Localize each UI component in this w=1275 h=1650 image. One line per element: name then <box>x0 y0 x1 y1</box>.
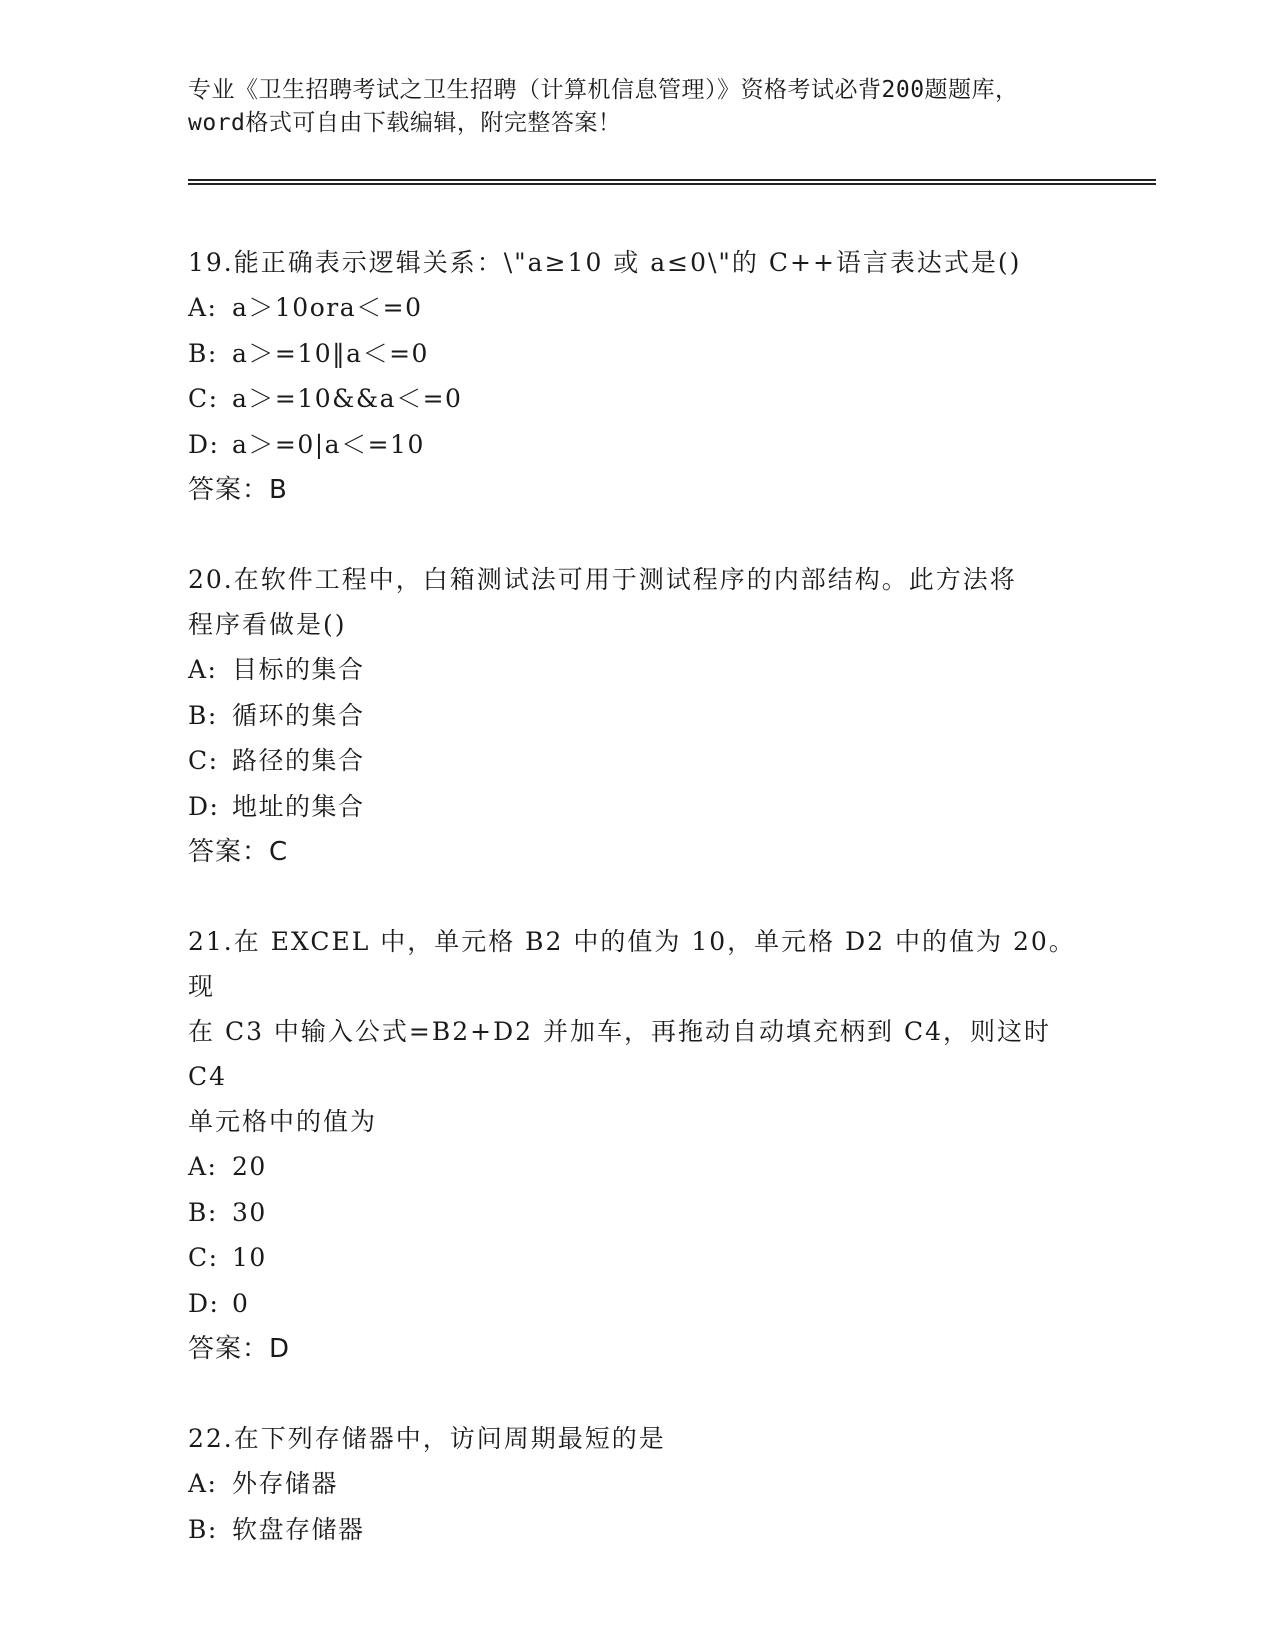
option-c <box>188 1235 1088 1281</box>
option-a <box>188 1144 1088 1190</box>
option-key: D: <box>188 1288 220 1318</box>
question-text: 程序看做是() <box>188 610 347 639</box>
option-d <box>188 784 1088 830</box>
header-divider-bottom <box>188 183 1156 185</box>
question-text: 21.在 EXCEL 中，单元格 B2 中的值为 10，单元格 D2 中的值为 20。现 <box>188 927 1076 1001</box>
option-c <box>188 738 1088 784</box>
option-text: a＞=0|a＜=10 <box>232 429 425 459</box>
question-text: 在 C3 中输入公式=B2+D2 并加车，再拖动自动填充柄到 C4，则这时 C4 <box>188 1017 1051 1091</box>
option-text: 路径的集合 <box>232 746 365 775</box>
option-key: C: <box>188 746 219 775</box>
option-key: D: <box>188 791 220 821</box>
option-text: a＞10ora＜=0 <box>232 293 423 322</box>
option-b <box>188 1507 1088 1553</box>
question-list <box>188 240 1088 1596</box>
question-text: 20.在软件工程中，白箱测试法可用于测试程序的内部结构。此方法将 <box>188 565 1017 594</box>
option-a <box>188 1461 1088 1507</box>
option-text: a＞=10‖a＜=0 <box>232 338 429 368</box>
option-b <box>188 1190 1088 1236</box>
question-text: 22.在下列存储器中，访问周期最短的是 <box>188 1424 666 1453</box>
question-text: 单元格中的值为 <box>188 1107 378 1136</box>
option-key: C: <box>188 384 219 413</box>
option-text: 20 <box>232 1152 267 1181</box>
option-text: 30 <box>232 1197 267 1227</box>
answer-label: 答案：B <box>188 475 288 505</box>
question-19 <box>188 240 1088 513</box>
option-text: 0 <box>232 1288 250 1318</box>
option-key: B: <box>188 1197 218 1227</box>
answer-label: 答案：D <box>188 1334 291 1364</box>
option-key: A: <box>188 1469 218 1498</box>
option-text: a＞=10&&a＜=0 <box>232 384 463 413</box>
header-line-2: word格式可自由下载编辑，附完整答案！ <box>188 110 622 136</box>
option-key: B: <box>188 338 218 368</box>
option-text: 软盘存储器 <box>232 1514 365 1544</box>
option-b <box>188 331 1088 377</box>
option-b <box>188 693 1088 739</box>
question-22 <box>188 1416 1088 1552</box>
question-20 <box>188 557 1088 875</box>
answer-label: 答案：C <box>188 837 289 867</box>
option-key: C: <box>188 1243 219 1272</box>
option-d <box>188 422 1088 468</box>
option-text: 10 <box>232 1243 267 1272</box>
option-c <box>188 376 1088 422</box>
option-key: B: <box>188 700 218 730</box>
option-key: A: <box>188 655 218 684</box>
question-text: 19.能正确表示逻辑关系：\"a≥10 或 a≤0\"的 C++语言表达式是() <box>188 248 1022 277</box>
option-a <box>188 285 1088 331</box>
document-header <box>188 74 1088 140</box>
question-21 <box>188 919 1088 1372</box>
option-a <box>188 647 1088 693</box>
header-divider-top <box>188 179 1156 181</box>
option-key: D: <box>188 429 220 459</box>
option-text: 地址的集合 <box>232 791 365 821</box>
option-key: A: <box>188 1152 218 1181</box>
option-text: 循环的集合 <box>232 700 365 730</box>
option-key: B: <box>188 1514 218 1544</box>
option-text: 外存储器 <box>232 1469 339 1498</box>
option-key: A: <box>188 293 218 322</box>
option-text: 目标的集合 <box>232 655 365 684</box>
option-d <box>188 1281 1088 1327</box>
header-line-1: 专业《卫生招聘考试之卫生招聘（计算机信息管理）》资格考试必背200题题库， <box>188 77 1019 103</box>
